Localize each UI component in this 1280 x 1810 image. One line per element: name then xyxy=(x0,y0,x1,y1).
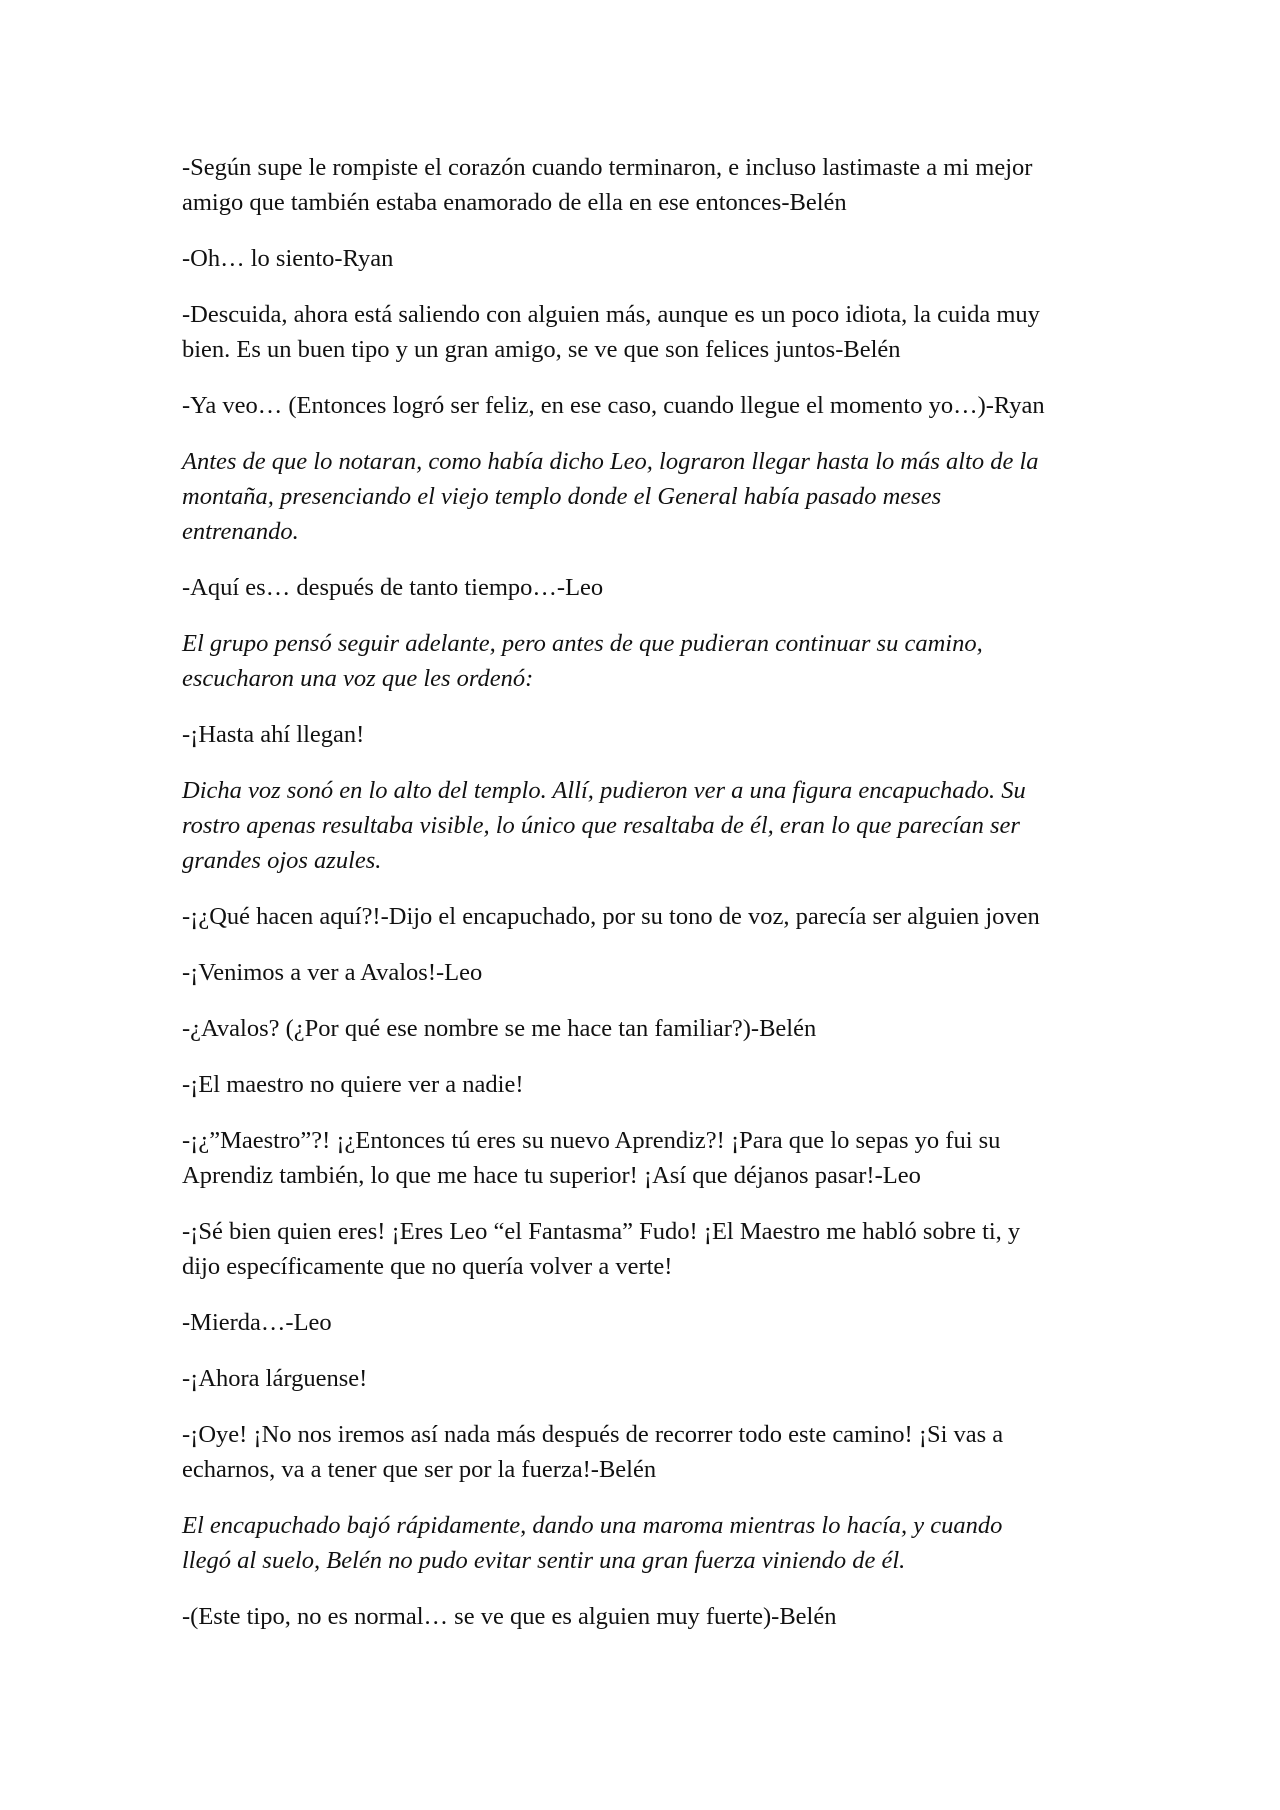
paragraph-7: El grupo pensó seguir adelante, pero antes de que pudieran continuar su camino, escucharon una voz que les ordenó: xyxy=(182,630,983,692)
paragraph-1: -Según supe le rompiste el corazón cuando terminaron, e incluso lastimaste a mi mejor amigo que también estaba enamorado de ella en ese entonces-Belén xyxy=(182,154,1033,216)
paragraph-9: Dicha voz sonó en lo alto del templo. Allí, pudieron ver a una figura encapuchado. Su rostro apenas resultaba visible, lo único que resaltaba de él, eran lo que parecían ser grandes ojos azules. xyxy=(182,777,1026,874)
paragraph-5: Antes de que lo notaran, como había dicho Leo, lograron llegar hasta lo más alto de la montaña, presenciando el viejo templo donde el General había pasado meses entrenando. xyxy=(182,448,1039,545)
paragraph-6: -Aquí es… después de tanto tiempo…-Leo xyxy=(182,574,604,601)
paragraph-19: El encapuchado bajó rápidamente, dando una maroma mientras lo hacía, y cuando llegó al suelo, Belén no pudo evitar sentir una gran fuerza viniendo de él. xyxy=(182,1512,1003,1574)
paragraph-20: -(Este tipo, no es normal… se ve que es alguien muy fuerte)-Belén xyxy=(182,1603,837,1630)
paragraph-13: -¡El maestro no quiere ver a nadie! xyxy=(182,1071,524,1098)
paragraph-3: -Descuida, ahora está saliendo con alguien más, aunque es un poco idiota, la cuida muy bien. Es un buen tipo y un gran amigo, se ve que son felices juntos-Belén xyxy=(182,301,1040,363)
paragraph-4: -Ya veo… (Entonces logró ser feliz, en ese caso, cuando llegue el momento yo…)-Ryan xyxy=(182,392,1045,419)
paragraph-2: -Oh… lo siento-Ryan xyxy=(182,245,394,272)
paragraph-15: -¡Sé bien quien eres! ¡Eres Leo “el Fantasma” Fudo! ¡El Maestro me habló sobre ti, y dijo específicamente que no quería volver a verte! xyxy=(182,1218,1021,1280)
paragraph-16: -Mierda…-Leo xyxy=(182,1309,332,1336)
paragraph-11: -¡Venimos a ver a Avalos!-Leo xyxy=(182,959,483,986)
paragraph-12: -¿Avalos? (¿Por qué ese nombre se me hace tan familiar?)-Belén xyxy=(182,1015,817,1042)
page-body xyxy=(182,150,1102,1655)
paragraph-8: -¡Hasta ahí llegan! xyxy=(182,721,365,748)
paragraph-14: -¡¿”Maestro”?! ¡¿Entonces tú eres su nuevo Aprendiz?! ¡Para que lo sepas yo fui su Aprendiz también, lo que me hace tu superior! ¡Así que déjanos pasar!-Leo xyxy=(182,1127,1001,1189)
paragraph-17: -¡Ahora lárguense! xyxy=(182,1365,368,1392)
paragraph-10: -¡¿Qué hacen aquí?!-Dijo el encapuchado, por su tono de voz, parecía ser alguien joven xyxy=(182,903,1040,930)
paragraph-18: -¡Oye! ¡No nos iremos así nada más después de recorrer todo este camino! ¡Si vas a echarnos, va a tener que ser por la fuerza!-Belén xyxy=(182,1421,1004,1483)
